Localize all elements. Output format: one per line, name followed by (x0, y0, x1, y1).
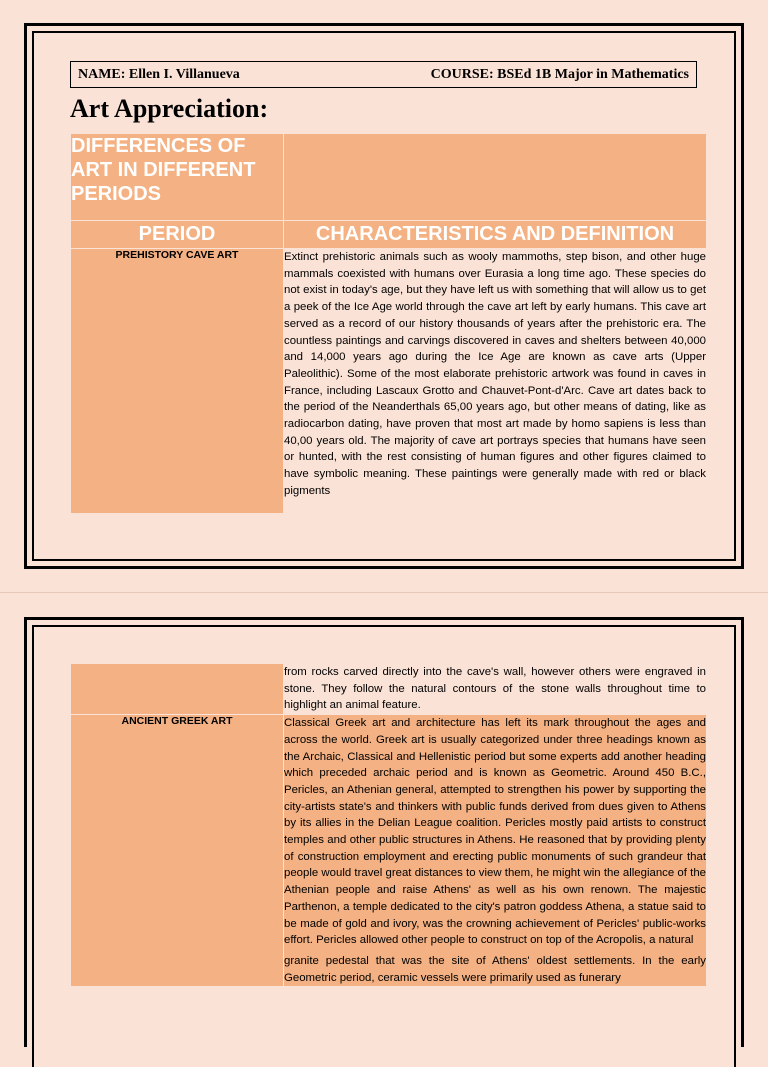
empty-period-cell (71, 664, 284, 715)
art-periods-table (70, 133, 707, 514)
characteristics-paragraph-continued: granite pedestal that was the site of Athens' oldest settlements. In the early Geometric period, ceramic vessels were primarily used as funerary (284, 954, 706, 984)
period-cell: PREHISTORY CAVE ART (71, 249, 284, 514)
empty-heading-cell (284, 134, 707, 221)
characteristics-cell (284, 715, 707, 987)
characteristics-cell-continued: from rocks carved directly into the cave's wall, however others were engraved in stone. They follow the natural contours of the stone walls throughout time to highlight an animal feature. (284, 664, 707, 715)
art-periods-table-continued (70, 663, 707, 987)
period-cell: ANCIENT GREEK ART (71, 715, 284, 987)
page-title: Art Appreciation: (70, 94, 269, 123)
column-header-period: PERIOD (71, 221, 284, 249)
student-info-box (70, 61, 697, 88)
page-separator (0, 592, 768, 593)
column-header-characteristics: CHARACTERISTICS AND DEFINITION (284, 221, 707, 249)
characteristics-paragraph: Classical Greek art and architecture has left its mark throughout the ages and across the world. Greek art is usually categorized under three headings known as the Archaic, Classical and Hellenistic period but some experts add another heading which preceded archaic period and is known as Geometric. Around 450 B.C., Pericles, an Athenian general, attempted to strengthen his power by supporting the city-artists state's and thinkers with public funds derived from dues given to Athens by its allies in the Delian League coalition. Pericles mostly paid artists to construct temples and other public structures in Athens. He reasoned that by providing plenty of construction employment and erecting public monuments of such grandeur that people would travel great distances to view them, he might win the allegiance of the Athenian people and raise Athens' as well as his own renown. The majestic Parthenon, a temple dedicated to the city's patron goddess Athena, a statue said to be made of gold and ivory, was the crowning achievement of Pericles' public-works effort. Pericles allowed other people to construct on top of the Acropolis, a natural (284, 717, 706, 947)
section-heading: DIFFERENCES OF ART IN DIFFERENT PERIODS (71, 134, 284, 221)
characteristics-cell: Extinct prehistoric animals such as wooly mammoths, step bison, and other huge mammals coexisted with humans over Eurasia a long time ago. These species do not exist in today's age, but they have left us with something that will allow us to get a peek of the Ice Age world through the cave art left by early humans. This cave art served as a record of our history thousands of years after the prehistoric era. The countless paintings and carvings discovered in caves and shelters between 40,000 and 14,000 years ago during the Ice Age are known as cave arts (Upper Paleolithic). Some of the most elaborate prehistoric artwork was found in caves in France, including Lascaux Grotto and Chauvet-Pont-d'Arc. Cave art dates back to the period of the Neanderthals 65,00 years ago, but other means of dating, like as radiocarbon dating, have proven that most art made by homo sapiens is less than 40,00 years old. The majority of cave art portrays species that humans have seen or hunted, with the rest consisting of human figures and other figures claimed to have symbolic meaning. These paintings were generally made with red or black pigments (284, 249, 707, 514)
student-course: COURSE: BSEd 1B Major in Mathematics (430, 67, 689, 82)
student-name: NAME: Ellen I. Villanueva (78, 67, 240, 82)
